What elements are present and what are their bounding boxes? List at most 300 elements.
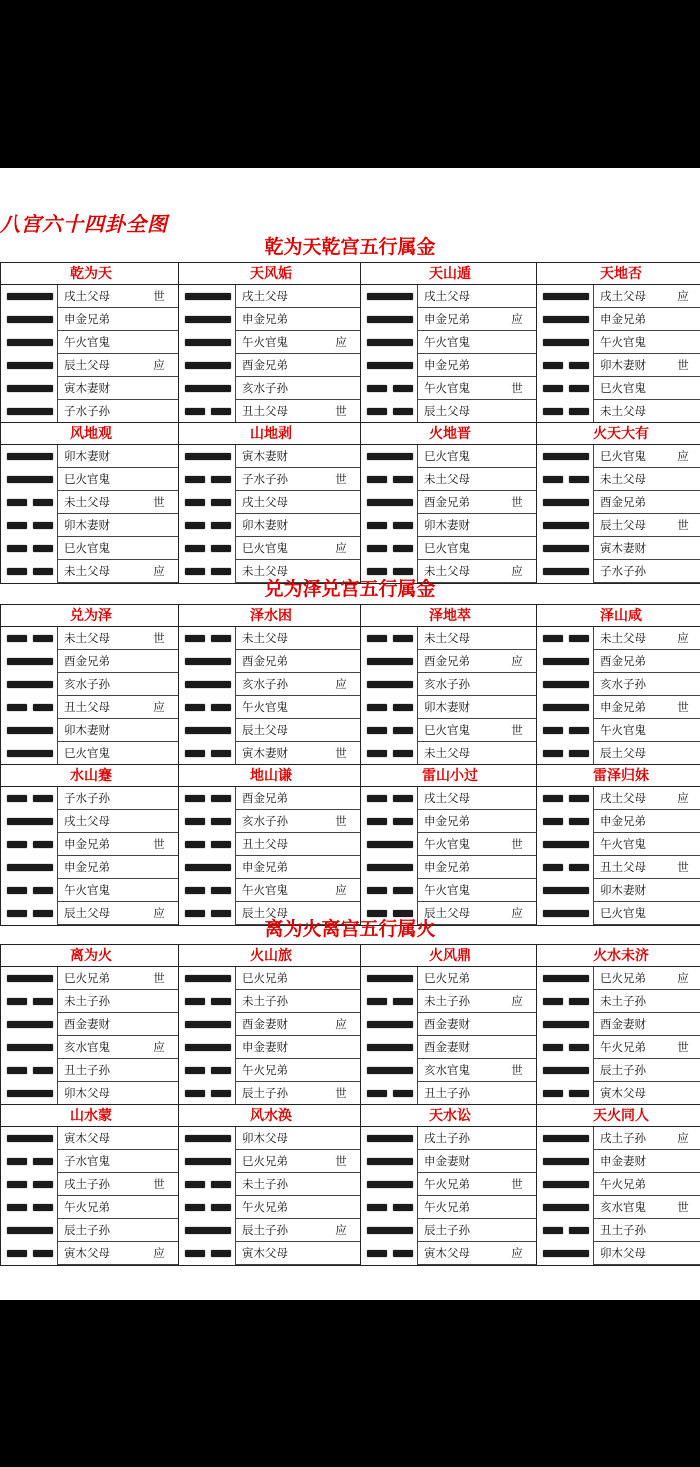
shi-ying-mark bbox=[661, 833, 700, 856]
line-segment bbox=[33, 635, 53, 642]
line-segment bbox=[393, 408, 413, 415]
line-segment bbox=[367, 704, 387, 711]
yin-line bbox=[543, 998, 589, 1005]
hexagram-block bbox=[536, 764, 700, 926]
shi-ying-mark: 应 bbox=[661, 627, 700, 650]
hexagram-block bbox=[0, 604, 180, 766]
line-segment bbox=[7, 316, 53, 323]
line-relation: 辰土父母 bbox=[417, 902, 495, 925]
shi-ying-mark: 应 bbox=[319, 673, 363, 696]
yang-line bbox=[367, 316, 413, 323]
line-relation: 辰土父母 bbox=[235, 719, 319, 742]
line-relation: 巳火官鬼 bbox=[593, 902, 661, 925]
line-segment bbox=[7, 522, 27, 529]
line-segment bbox=[367, 1250, 387, 1257]
yang-line bbox=[543, 658, 589, 665]
yin-line bbox=[185, 795, 231, 802]
yin-line bbox=[7, 499, 53, 506]
line-segment bbox=[367, 1135, 413, 1142]
line-relation: 申金兄弟 bbox=[593, 308, 661, 331]
line-segment bbox=[33, 568, 53, 575]
yang-line bbox=[367, 1227, 413, 1234]
shi-ying-mark bbox=[319, 445, 363, 468]
line-segment bbox=[33, 1204, 53, 1211]
shi-ying-mark: 世 bbox=[137, 285, 181, 308]
yin-line bbox=[543, 727, 589, 734]
yin-line bbox=[7, 841, 53, 848]
line-relation: 子水子孙 bbox=[593, 560, 661, 583]
shi-ying-mark: 世 bbox=[137, 491, 181, 514]
line-relation: 子水子孙 bbox=[57, 787, 137, 810]
yang-line bbox=[7, 658, 53, 665]
shi-ying-mark: 世 bbox=[319, 1150, 363, 1173]
shi-ying-mark: 应 bbox=[661, 967, 700, 990]
line-relation: 辰土子孙 bbox=[417, 1219, 495, 1242]
yin-line bbox=[367, 568, 413, 575]
hexagram-name: 火水未济 bbox=[537, 945, 700, 967]
yang-line bbox=[185, 658, 231, 665]
line-relation: 午火官鬼 bbox=[593, 331, 661, 354]
yin-line bbox=[185, 499, 231, 506]
line-relation: 寅木父母 bbox=[57, 1242, 137, 1265]
line-segment bbox=[393, 704, 413, 711]
line-segment bbox=[367, 293, 413, 300]
line-relation: 卯木妻财 bbox=[593, 354, 661, 377]
yin-line bbox=[543, 1227, 589, 1234]
line-segment bbox=[367, 1067, 413, 1074]
line-relation: 丑土父母 bbox=[235, 833, 319, 856]
line-segment bbox=[543, 408, 563, 415]
shi-ying-mark bbox=[319, 1127, 363, 1150]
hexagram-name: 雷泽归妹 bbox=[537, 765, 700, 787]
line-relation: 戌土父母 bbox=[235, 285, 319, 308]
shi-ying-mark: 应 bbox=[319, 331, 363, 354]
shi-ying-mark bbox=[661, 1059, 700, 1082]
line-relation: 辰土父母 bbox=[593, 514, 661, 537]
line-relation: 巳火官鬼 bbox=[57, 742, 137, 765]
line-segment bbox=[185, 727, 231, 734]
yin-line bbox=[367, 385, 413, 392]
shi-ying-mark bbox=[661, 537, 700, 560]
hexagram-block bbox=[536, 944, 700, 1106]
shi-ying-mark bbox=[661, 377, 700, 400]
line-relation: 午火兄弟 bbox=[417, 1196, 495, 1219]
line-relation: 午火兄弟 bbox=[235, 1196, 319, 1219]
line-segment bbox=[367, 362, 413, 369]
line-segment bbox=[33, 499, 53, 506]
line-segment bbox=[7, 1158, 27, 1165]
shi-ying-mark: 应 bbox=[495, 1242, 539, 1265]
line-relation: 未土父母 bbox=[593, 400, 661, 423]
line-segment bbox=[543, 499, 589, 506]
hexagram-name: 地山谦 bbox=[179, 765, 363, 787]
line-segment bbox=[543, 1227, 563, 1234]
yang-line bbox=[367, 453, 413, 460]
line-relation: 未土父母 bbox=[57, 560, 137, 583]
line-segment bbox=[543, 795, 563, 802]
line-relation: 卯木妻财 bbox=[417, 696, 495, 719]
shi-ying-mark bbox=[495, 673, 539, 696]
shi-ying-mark bbox=[137, 1059, 181, 1082]
yin-line bbox=[367, 818, 413, 825]
yin-line bbox=[367, 750, 413, 757]
shi-ying-mark bbox=[137, 308, 181, 331]
hexagram-block bbox=[0, 764, 180, 926]
shi-ying-mark bbox=[137, 445, 181, 468]
yin-line bbox=[367, 910, 413, 917]
hexagram-name: 火山旅 bbox=[179, 945, 363, 967]
line-segment bbox=[569, 476, 589, 483]
shi-ying-mark bbox=[495, 1082, 539, 1105]
line-relation: 酉金兄弟 bbox=[417, 491, 495, 514]
shi-ying-mark bbox=[495, 1013, 539, 1036]
yang-line bbox=[543, 1158, 589, 1165]
shi-ying-mark bbox=[495, 400, 539, 423]
shi-ying-mark bbox=[137, 1150, 181, 1173]
line-segment bbox=[211, 499, 231, 506]
line-segment bbox=[569, 795, 589, 802]
line-segment bbox=[211, 910, 231, 917]
line-relation: 申金兄弟 bbox=[57, 856, 137, 879]
line-segment bbox=[211, 750, 231, 757]
line-segment bbox=[7, 704, 27, 711]
line-segment bbox=[393, 522, 413, 529]
line-segment bbox=[7, 635, 27, 642]
line-relation: 申金兄弟 bbox=[235, 308, 319, 331]
line-relation: 巳火官鬼 bbox=[235, 537, 319, 560]
line-segment bbox=[7, 998, 27, 1005]
yang-line bbox=[185, 727, 231, 734]
shi-ying-mark: 世 bbox=[661, 514, 700, 537]
line-segment bbox=[569, 750, 589, 757]
hexagram-name: 风地观 bbox=[1, 423, 181, 445]
line-relation: 戌土父母 bbox=[417, 285, 495, 308]
line-segment bbox=[211, 545, 231, 552]
palace-heading: 离为火离宫五行属火 bbox=[264, 918, 436, 940]
line-segment bbox=[7, 385, 53, 392]
line-relation: 酉金兄弟 bbox=[235, 650, 319, 673]
line-segment bbox=[185, 750, 205, 757]
yang-line bbox=[543, 704, 589, 711]
shi-ying-mark: 世 bbox=[137, 967, 181, 990]
line-segment bbox=[543, 658, 589, 665]
line-segment bbox=[33, 841, 53, 848]
yin-line bbox=[367, 704, 413, 711]
yang-line bbox=[7, 727, 53, 734]
line-relation: 寅木妻财 bbox=[235, 445, 319, 468]
line-segment bbox=[543, 1044, 563, 1051]
line-segment bbox=[543, 1181, 589, 1188]
shi-ying-mark bbox=[661, 879, 700, 902]
shi-ying-mark bbox=[319, 285, 363, 308]
yang-line bbox=[7, 1090, 53, 1097]
line-segment bbox=[543, 568, 589, 575]
hexagram-name: 乾为天 bbox=[1, 263, 181, 285]
line-relation: 巳火官鬼 bbox=[57, 468, 137, 491]
line-segment bbox=[7, 681, 53, 688]
yang-line bbox=[185, 1044, 231, 1051]
line-segment bbox=[33, 704, 53, 711]
line-relation: 辰土父母 bbox=[57, 354, 137, 377]
line-relation: 未土父母 bbox=[593, 468, 661, 491]
line-relation: 巳火兄弟 bbox=[57, 967, 137, 990]
yin-line bbox=[7, 998, 53, 1005]
line-segment bbox=[543, 1021, 589, 1028]
line-segment bbox=[7, 1204, 27, 1211]
shi-ying-mark bbox=[137, 719, 181, 742]
shi-ying-mark bbox=[661, 650, 700, 673]
line-relation: 未土子孙 bbox=[235, 990, 319, 1013]
yin-line bbox=[7, 1158, 53, 1165]
yang-line bbox=[7, 1227, 53, 1234]
line-relation: 未土子孙 bbox=[235, 1173, 319, 1196]
line-segment bbox=[7, 1227, 53, 1234]
shi-ying-mark bbox=[495, 285, 539, 308]
shi-ying-mark: 世 bbox=[319, 1082, 363, 1105]
line-relation: 酉金兄弟 bbox=[235, 787, 319, 810]
line-segment bbox=[367, 1090, 387, 1097]
line-relation: 寅木父母 bbox=[417, 1242, 495, 1265]
shi-ying-mark bbox=[319, 1196, 363, 1219]
shi-ying-mark bbox=[495, 810, 539, 833]
hexagram-block bbox=[536, 604, 700, 766]
line-relation: 子水官鬼 bbox=[57, 1150, 137, 1173]
line-segment bbox=[7, 750, 53, 757]
hexagram-block bbox=[178, 262, 362, 424]
yin-line bbox=[7, 1204, 53, 1211]
shi-ying-mark: 世 bbox=[661, 856, 700, 879]
line-relation: 辰土子孙 bbox=[235, 1082, 319, 1105]
hexagram-block bbox=[0, 262, 180, 424]
line-segment bbox=[185, 818, 205, 825]
line-relation: 午火官鬼 bbox=[593, 833, 661, 856]
line-segment bbox=[367, 408, 387, 415]
line-relation: 未土父母 bbox=[235, 627, 319, 650]
line-segment bbox=[393, 385, 413, 392]
yang-line bbox=[543, 1204, 589, 1211]
line-segment bbox=[185, 293, 231, 300]
shi-ying-mark bbox=[495, 331, 539, 354]
yin-line bbox=[185, 476, 231, 483]
line-segment bbox=[543, 998, 563, 1005]
line-relation: 巳火兄弟 bbox=[417, 967, 495, 990]
shi-ying-mark bbox=[495, 514, 539, 537]
yang-line bbox=[543, 1181, 589, 1188]
line-segment bbox=[185, 1067, 205, 1074]
line-relation: 丑土父母 bbox=[57, 696, 137, 719]
yang-line bbox=[543, 1135, 589, 1142]
line-segment bbox=[33, 887, 53, 894]
yin-line bbox=[543, 362, 589, 369]
line-segment bbox=[185, 1090, 205, 1097]
yang-line bbox=[367, 1044, 413, 1051]
line-relation: 午火官鬼 bbox=[417, 879, 495, 902]
line-segment bbox=[393, 910, 413, 917]
line-relation: 辰土父母 bbox=[593, 742, 661, 765]
line-relation: 卯木妻财 bbox=[57, 445, 137, 468]
line-relation: 未土父母 bbox=[57, 627, 137, 650]
line-relation: 申金兄弟 bbox=[57, 833, 137, 856]
yin-line bbox=[185, 522, 231, 529]
shi-ying-mark bbox=[319, 377, 363, 400]
yang-line bbox=[7, 316, 53, 323]
hexagram-name: 兑为泽 bbox=[1, 605, 181, 627]
line-segment bbox=[367, 568, 387, 575]
yin-line bbox=[7, 1067, 53, 1074]
line-relation: 丑土子孙 bbox=[57, 1059, 137, 1082]
line-segment bbox=[211, 568, 231, 575]
line-relation: 申金兄弟 bbox=[235, 856, 319, 879]
line-segment bbox=[543, 727, 563, 734]
yang-line bbox=[367, 681, 413, 688]
line-segment bbox=[7, 887, 27, 894]
line-relation: 酉金兄弟 bbox=[593, 650, 661, 673]
yin-line bbox=[185, 568, 231, 575]
line-segment bbox=[569, 998, 589, 1005]
line-segment bbox=[185, 385, 231, 392]
shi-ying-mark bbox=[137, 468, 181, 491]
shi-ying-mark: 世 bbox=[137, 833, 181, 856]
line-segment bbox=[7, 453, 53, 460]
hexagram-block bbox=[536, 1104, 700, 1266]
line-segment bbox=[7, 408, 53, 415]
yang-line bbox=[185, 681, 231, 688]
line-relation: 卯木妻财 bbox=[235, 514, 319, 537]
shi-ying-mark bbox=[137, 650, 181, 673]
line-relation: 巳火兄弟 bbox=[235, 967, 319, 990]
yin-line bbox=[7, 910, 53, 917]
line-segment bbox=[185, 476, 205, 483]
shi-ying-mark: 世 bbox=[319, 400, 363, 423]
line-segment bbox=[7, 1135, 53, 1142]
line-segment bbox=[367, 499, 413, 506]
line-segment bbox=[367, 818, 387, 825]
shi-ying-mark: 世 bbox=[137, 1173, 181, 1196]
line-relation: 戌土子孙 bbox=[593, 1127, 661, 1150]
shi-ying-mark bbox=[661, 673, 700, 696]
line-segment bbox=[7, 795, 27, 802]
shi-ying-mark bbox=[661, 1242, 700, 1265]
yin-line bbox=[543, 635, 589, 642]
line-segment bbox=[543, 635, 563, 642]
line-segment bbox=[367, 635, 387, 642]
line-segment bbox=[543, 704, 589, 711]
shi-ying-mark bbox=[319, 491, 363, 514]
line-relation: 未土父母 bbox=[417, 742, 495, 765]
line-relation: 寅木父母 bbox=[593, 1082, 661, 1105]
yang-line bbox=[7, 293, 53, 300]
yang-line bbox=[367, 499, 413, 506]
shi-ying-mark bbox=[495, 1036, 539, 1059]
yin-line bbox=[7, 568, 53, 575]
yang-line bbox=[367, 841, 413, 848]
line-segment bbox=[7, 362, 53, 369]
line-segment bbox=[185, 795, 205, 802]
line-relation: 未土父母 bbox=[417, 627, 495, 650]
line-relation: 寅木妻财 bbox=[235, 742, 319, 765]
hexagram-name: 风水涣 bbox=[179, 1105, 363, 1127]
line-segment bbox=[33, 910, 53, 917]
line-segment bbox=[185, 887, 205, 894]
shi-ying-mark: 世 bbox=[495, 491, 539, 514]
line-segment bbox=[185, 1021, 231, 1028]
line-relation: 寅木父母 bbox=[235, 1242, 319, 1265]
line-segment bbox=[543, 316, 589, 323]
shi-ying-mark bbox=[319, 650, 363, 673]
line-segment bbox=[185, 1181, 205, 1188]
shi-ying-mark bbox=[661, 308, 700, 331]
palace-heading: 兑为泽兑宫五行属金 bbox=[264, 578, 436, 600]
yin-line bbox=[185, 545, 231, 552]
shi-ying-mark bbox=[661, 719, 700, 742]
yin-line bbox=[185, 1067, 231, 1074]
shi-ying-mark bbox=[661, 742, 700, 765]
yang-line bbox=[185, 975, 231, 982]
shi-ying-mark: 世 bbox=[495, 377, 539, 400]
yang-line bbox=[185, 339, 231, 346]
shi-ying-mark bbox=[137, 537, 181, 560]
line-relation: 午火兄弟 bbox=[235, 1059, 319, 1082]
line-relation: 戌土父母 bbox=[417, 787, 495, 810]
line-segment bbox=[211, 841, 231, 848]
yang-line bbox=[7, 818, 53, 825]
yin-line bbox=[7, 1250, 53, 1257]
line-segment bbox=[185, 545, 205, 552]
shi-ying-mark bbox=[137, 514, 181, 537]
line-segment bbox=[185, 681, 231, 688]
yang-line bbox=[7, 750, 53, 757]
line-segment bbox=[7, 1044, 53, 1051]
hexagram-name: 火风鼎 bbox=[361, 945, 539, 967]
shi-ying-mark bbox=[495, 1127, 539, 1150]
line-relation: 子水子孙 bbox=[57, 400, 137, 423]
shi-ying-mark: 世 bbox=[319, 468, 363, 491]
line-segment bbox=[367, 975, 413, 982]
shi-ying-mark: 应 bbox=[319, 537, 363, 560]
palace-heading: 乾为天乾宫五行属金 bbox=[264, 236, 436, 258]
yang-line bbox=[7, 1021, 53, 1028]
line-segment bbox=[185, 339, 231, 346]
yin-line bbox=[543, 1090, 589, 1097]
line-relation: 午火官鬼 bbox=[57, 879, 137, 902]
yang-line bbox=[543, 1021, 589, 1028]
hexagram-name: 天地否 bbox=[537, 263, 700, 285]
line-relation: 午火官鬼 bbox=[593, 719, 661, 742]
line-segment bbox=[7, 1090, 53, 1097]
yang-line bbox=[367, 293, 413, 300]
yang-line bbox=[7, 362, 53, 369]
shi-ying-mark bbox=[319, 627, 363, 650]
shi-ying-mark bbox=[319, 1059, 363, 1082]
line-segment bbox=[7, 1067, 27, 1074]
line-segment bbox=[211, 1090, 231, 1097]
shi-ying-mark bbox=[495, 879, 539, 902]
hexagram-name: 泽水困 bbox=[179, 605, 363, 627]
line-relation: 申金兄弟 bbox=[57, 308, 137, 331]
hexagram-chart-sheet bbox=[0, 168, 700, 1300]
line-relation: 申金兄弟 bbox=[417, 308, 495, 331]
line-segment bbox=[7, 841, 27, 848]
line-segment bbox=[367, 1227, 413, 1234]
shi-ying-mark bbox=[661, 1082, 700, 1105]
shi-ying-mark bbox=[495, 1196, 539, 1219]
line-segment bbox=[543, 1135, 589, 1142]
line-relation: 未土子孙 bbox=[593, 990, 661, 1013]
line-segment bbox=[367, 727, 387, 734]
line-relation: 寅木妻财 bbox=[593, 537, 661, 560]
shi-ying-mark: 应 bbox=[137, 902, 181, 925]
shi-ying-mark bbox=[661, 331, 700, 354]
